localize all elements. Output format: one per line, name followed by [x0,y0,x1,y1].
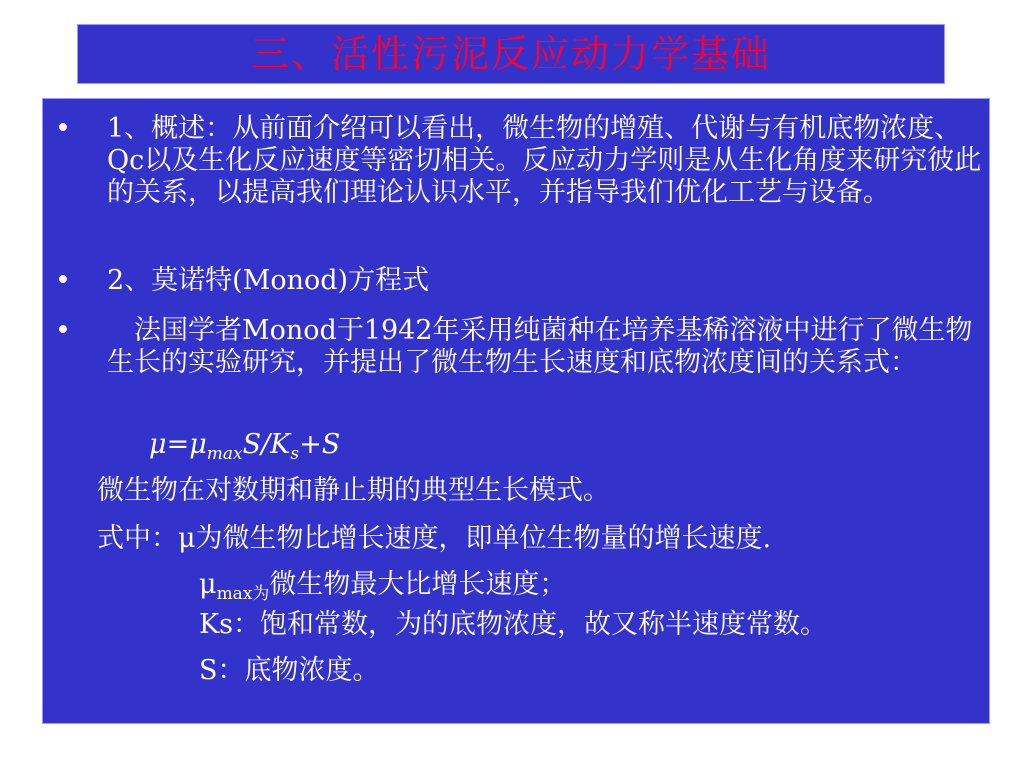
slide-body-box [42,98,990,724]
bullet-monod-heading [55,265,985,297]
growth-mode-line: 微生物在对数期和静止期的典型生长模式。 [97,475,610,506]
slide-content [43,99,991,725]
definition-mu-max [199,569,566,610]
bullet-overview [55,113,985,243]
mu-max-subscript: max为 [216,584,270,604]
bullet-marker: • [55,265,71,296]
monod-history-text: 法国学者Monod于1942年采用纯菌种在培养基稀溶液中进行了微生物生长的实验研究，并提出了微生物生长速度和底物浓度间的关系式： [107,315,973,378]
bullet-monod-history [55,315,985,415]
mu-max-symbol: μ [199,569,217,600]
formula-max-subscript: max [206,444,243,464]
formula-eq: = [166,429,190,460]
slide-title-box [77,24,945,84]
monod-formula [149,429,340,470]
definition-s: S：底物浓度。 [199,655,380,686]
formula-mu-max: μ [189,429,207,460]
formula-s-subscript: s [290,444,300,464]
definition-ks: Ks：饱和常数，为的底物浓度，故又称半速度常数。 [199,609,828,640]
formula-mu: μ [149,429,167,460]
mu-max-text: 微生物最大比增长速度； [269,569,567,600]
slide-title: 三、活性污泥反应动力学基础 [250,32,771,76]
formula-plus-s: +S [299,429,341,460]
monod-heading-text: 2、莫诺特(Monod)方程式 [107,265,430,296]
formula-s-over-k: S/K [242,429,291,460]
overview-text: 1、概述：从前面介绍可以看出，微生物的增殖、代谢与有机底物浓度、Qc以及生化反应速度等密切相关。反应动力学则是从生化角度来研究彼此的关系，以提高我们理论认识水平，并指导我们优化工艺与设备。 [107,113,982,208]
bullet-marker: • [55,315,71,346]
bullet-marker: • [55,113,71,144]
definition-mu: 式中：μ为微生物比增长速度，即单位生物量的增长速度. [97,523,772,554]
